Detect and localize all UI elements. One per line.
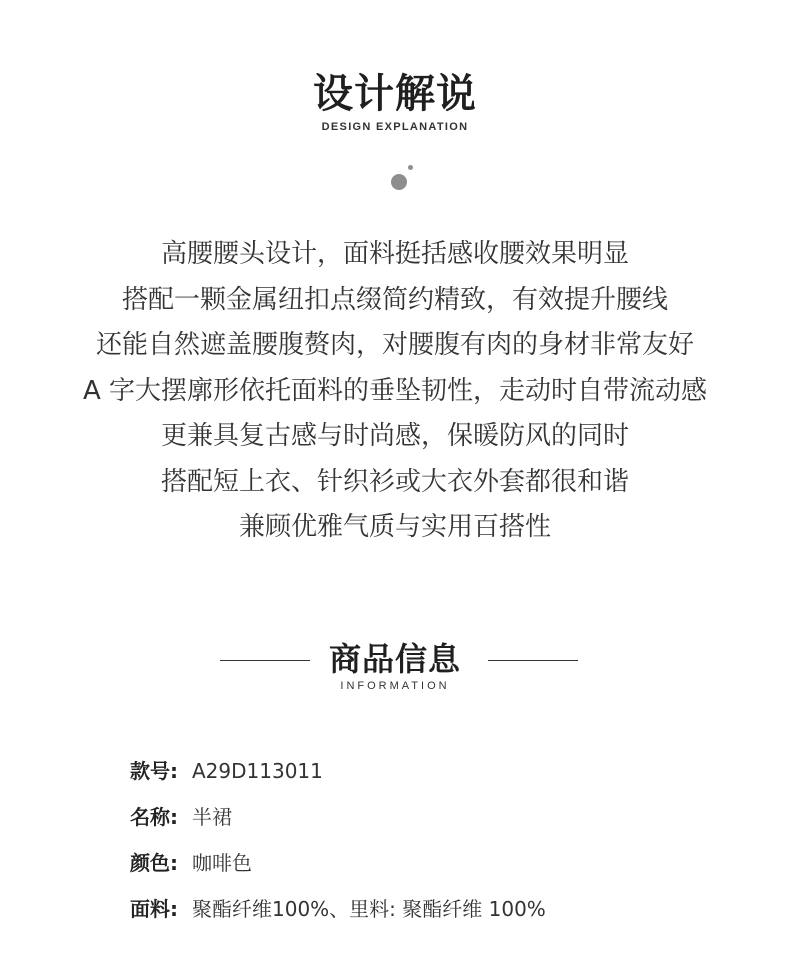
spec-value: 咖啡色 [192, 851, 252, 875]
spec-row-color [130, 849, 252, 877]
divider-right [488, 660, 578, 661]
spec-row-style-number [130, 757, 323, 785]
info-title: 商品信息 [328, 640, 461, 678]
design-line: 兼顾优雅气质与实用百搭性 [238, 512, 551, 542]
spec-value: A29D113011 [192, 759, 323, 783]
spec-label: 面料: [130, 897, 178, 921]
design-description [0, 232, 790, 551]
design-line: 还能自然遮盖腰腹赘肉，对腰腹有肉的身材非常友好 [95, 330, 694, 360]
design-line: 更兼具复古感与时尚感，保暖防风的同时 [160, 421, 629, 451]
spec-row-name [130, 803, 232, 831]
spec-value: 半裙 [192, 805, 232, 829]
decorative-small-dot-icon [408, 165, 413, 170]
spec-row-fabric [130, 895, 546, 923]
spec-value: 聚酯纤维100%、里料: 聚酯纤维 100% [192, 897, 546, 921]
decorative-large-dot-icon [391, 174, 407, 190]
design-subtitle: DESIGN EXPLANATION [321, 121, 469, 133]
spec-label: 颜色: [130, 851, 178, 875]
spec-label: 款号: [130, 759, 178, 783]
design-line: 高腰腰头设计，面料挺括感收腰效果明显 [160, 239, 629, 269]
design-title: 设计解说 [313, 71, 477, 117]
design-line: A 字大摆廓形依托面料的垂坠韧性，走动时自带流动感 [82, 375, 708, 406]
spec-label: 名称: [130, 805, 178, 829]
design-line: 搭配短上衣、针织衫或大衣外套都很和谐 [160, 466, 629, 497]
design-line: 搭配一颗金属纽扣点缀简约精致，有效提升腰线 [121, 284, 668, 315]
info-subtitle: INFORMATION [340, 680, 450, 692]
